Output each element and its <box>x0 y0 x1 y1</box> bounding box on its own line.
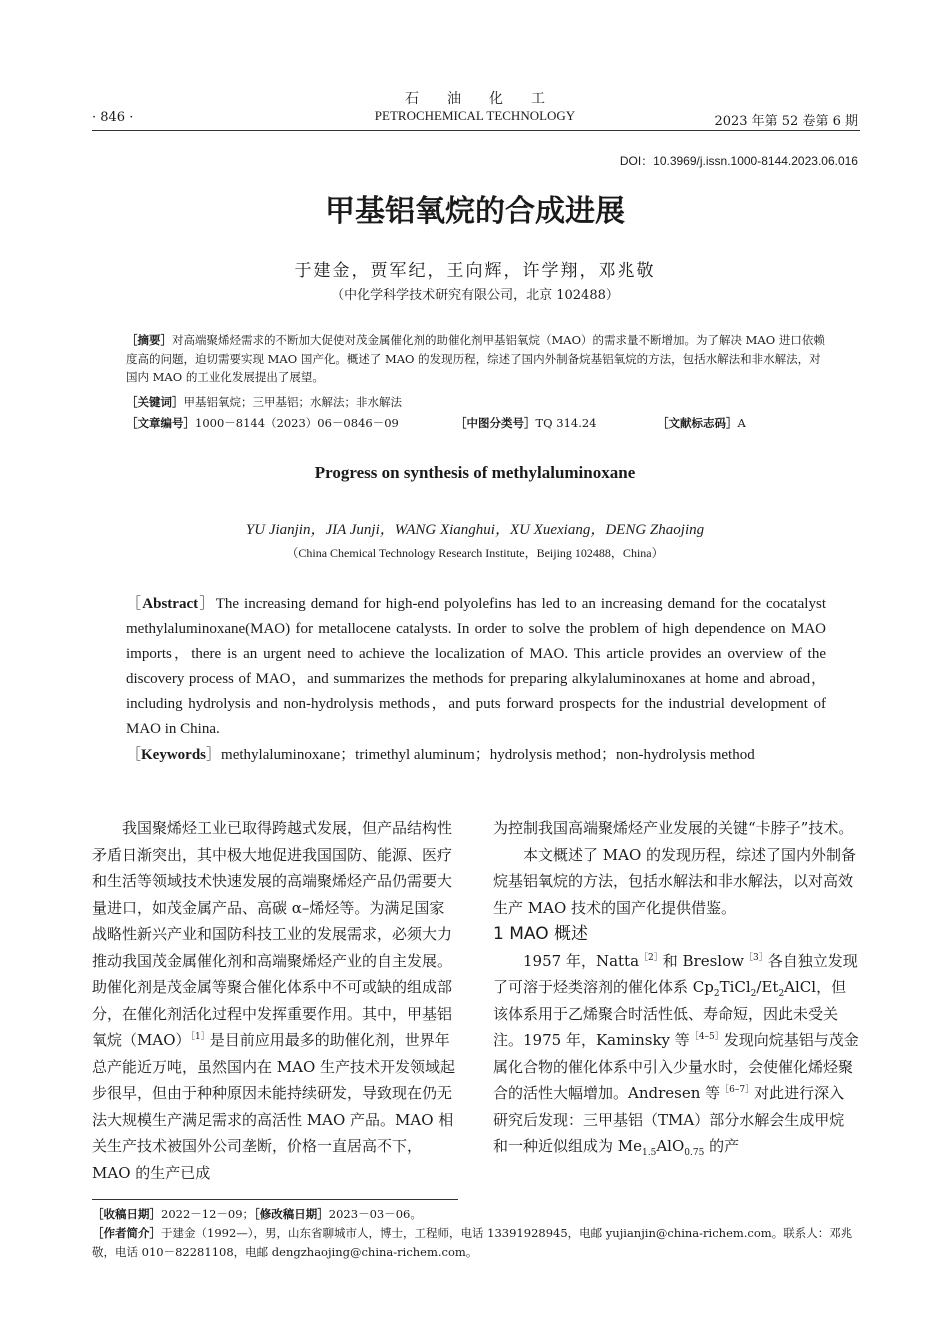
citation[interactable]: ［4–5］ <box>689 1032 724 1042</box>
citation[interactable]: ［6–7］ <box>720 1085 755 1095</box>
abstract-cn <box>126 331 826 387</box>
doc-code-block <box>657 414 827 433</box>
author-footnote <box>92 1224 862 1262</box>
doi: DOI：10.3969/j.issn.1000-8144.2023.06.016 <box>619 154 858 168</box>
citation[interactable]: ［2］ <box>639 952 663 963</box>
bracket-close: ］ <box>206 747 222 763</box>
affiliation-en: （China Chemical Technology Research Institute，Beijing 102488，China） <box>286 546 664 560</box>
subscript: 2 <box>750 989 757 999</box>
article-no-label: ［文章编号］ <box>126 416 195 430</box>
body-text: 1957 年，Natta <box>523 951 640 970</box>
keywords-en-label: Keywords <box>141 747 207 763</box>
authors-cn: 于建金，贾军纪，王向辉，许学翔，邓兆敬 <box>294 261 656 281</box>
keywords-cn-label: ［关键词］ <box>126 395 184 409</box>
revised-date: 2023－03－06。 <box>328 1207 422 1221</box>
body-text: 我国聚烯烃工业已取得跨越式发展，但产品结构性矛盾日渐突出，其中极大地促进我国国防、能源、医疗和生活等领域技术快速发展的高端聚烯烃产品仍需要大量进口，如茂金属产品、高碳 α–烯烃等。为满足国家战略性新兴产业和国防科技工业的发展需求，必须大力推动我国茂金属催化剂和高端聚烯烃产业的自主发展。助催化剂是茂金属等聚合催化体系中不可或缺的组成部分，在催化剂活化过程中发挥重要作用。其中，甲基铝氧烷（MAO） <box>92 819 453 1049</box>
footnote-rule <box>92 1199 458 1200</box>
keywords-en <box>126 743 846 768</box>
revised-label: ［修改稿日期］ <box>254 1207 329 1221</box>
doc-code: A <box>737 416 746 430</box>
body-text: AlO <box>656 1137 685 1155</box>
body-text: 发现向烷基铝与茂金属化合物的催化体系中引入少量水时，会使催化烯烃聚合的活性大幅增加。Andresen 等 <box>493 1031 859 1102</box>
body-text: TiCl <box>719 978 751 996</box>
author-bio: 于建金（1992—），男，山东省聊城市人，博士，工程师，电话 13391928945，电邮 yujianjin@china-richem.com。联系人：邓兆敬，电话 010－82281108，电邮 dengzhaojing@china-richem.com。 <box>92 1226 853 1259</box>
subscript: 2 <box>713 989 720 999</box>
dates-footnote <box>92 1205 862 1224</box>
body-text: 是目前应用最多的助催化剂，世界年总产能近万吨，虽然国内在 MAO 生产技术开发领域起步很早，但由于种种原因未能持续研发，导致现在仍无法大规模生产满足需求的高活性 MAO 产品。MAO 相关生产技术被国外公司垄断，价格一直居高不下，MAO 的生产已成 <box>92 1031 456 1182</box>
abstract-cn-text: 对高端聚烯烃需求的不断加大促使对茂金属催化剂的助催化剂甲基铝氧烷（MAO）的需求量不断增加。为了解决 MAO 进口依赖度高的问题，迫切需要实现 MAO 国产化。概述了 MAO 的发现历程，综述了国内外制备烷基铝氧烷的方法，包括水解法和非水解法，对国内 MAO 的工业化发展提出了展望。 <box>126 333 825 384</box>
keywords-en-text: methylaluminoxane；trimethyl aluminum；hydrolysis method；non-hydrolysis method <box>221 747 755 763</box>
title-cn: 甲基铝氧烷的合成进展 <box>325 194 625 229</box>
subscript: 2 <box>778 989 785 999</box>
section-heading: 1 MAO 概述 <box>493 924 589 944</box>
subscript: 0.75 <box>684 1148 705 1158</box>
bracket-open: ［ <box>126 747 142 763</box>
body-paragraph: 本文概述了 MAO 的发现历程，综述了国内外制备烷基铝氧烷的方法，包括水解法和非水解法，以对高效生产 MAO 技术的国产化提供借鉴。 <box>493 845 857 917</box>
body-paragraph <box>493 948 859 1160</box>
title-en: Progress on synthesis of methylaluminoxane <box>314 463 636 482</box>
body-text: 和 Breslow <box>662 951 744 970</box>
header-rule <box>92 130 860 131</box>
keywords-cn <box>126 393 826 412</box>
author-bio-label: ［作者简介］ <box>92 1226 161 1240</box>
abstract-en-label: Abstract <box>142 596 199 612</box>
doc-code-label: ［文献标志码］ <box>657 416 738 430</box>
subscript: 1.5 <box>642 1148 657 1158</box>
clc-block <box>455 414 655 433</box>
body-paragraph <box>92 815 458 1186</box>
bracket-open: ［ <box>126 596 143 612</box>
body-text: 各自独立发现了可溶于烃类溶剂的催化体系 Cp <box>493 951 858 996</box>
abstract-en-text: The increasing demand for high-end polyolefins has led to an increasing demand for the cocatalyst methylaluminoxane(MAO) for metallocene catalysts. In order to solve the problem of high dependence on MAO imports，there is an urgent need to achieve the localization of MAO. This article provides an overview of the discovery process of MAO，and summarizes the methods for preparing alkylaluminoxanes at home and abroad，including hydrolysis and non-hydrolysis methods，and puts forward prospects for the industrial development of MAO in China. <box>126 596 826 737</box>
body-right-column <box>493 815 859 1160</box>
page-number: · 846 · <box>92 110 134 125</box>
abstract-cn-label: ［摘要］ <box>126 333 172 347</box>
journal-title-cn: 石油化工 <box>405 91 573 107</box>
affiliation-cn: （中化学科学技术研究有限公司，北京 102488） <box>331 288 619 303</box>
footnotes <box>92 1205 862 1262</box>
clc-label: ［中图分类号］ <box>455 416 536 430</box>
body-text: /Et <box>756 978 779 996</box>
bracket-close: ］ <box>198 596 216 612</box>
authors-en: YU Jianjin，JIA Junji，WANG Xianghui，XU Xuexiang，DENG Zhaojing <box>245 522 705 538</box>
issue-info: 2023 年第 52 卷第 6 期 <box>714 114 858 129</box>
keywords-cn-text: 甲基铝氧烷；三甲基铝；水解法；非水解法 <box>183 395 402 409</box>
citation[interactable]: ［3］ <box>743 952 768 963</box>
abstract-en <box>126 592 826 742</box>
body-paragraph: 为控制我国高端聚烯烃产业发展的关键“卡脖子”技术。 <box>493 819 854 837</box>
body-text: AlCl，但该体系用于乙烯聚合时活性低、寿命短，因此未受关注。1975 年，Kaminsky 等 <box>493 978 847 1049</box>
body-text: 对此进行深入研究后发现：三甲基铝（TMA）部分水解会生成甲烷和一种近似组成为 Me <box>493 1084 845 1155</box>
article-no: 1000－8144（2023）06－0846－09 <box>195 416 399 430</box>
clc-code: TQ 314.24 <box>535 416 597 430</box>
body-text: 的产 <box>704 1137 740 1155</box>
received-date: 2022－12－09； <box>161 1207 255 1221</box>
journal-title-en: PETROCHEMICAL TECHNOLOGY <box>374 108 576 123</box>
received-label: ［收稿日期］ <box>92 1207 161 1221</box>
citation[interactable]: ［1］ <box>190 1032 210 1042</box>
body-left-column <box>92 815 458 1186</box>
